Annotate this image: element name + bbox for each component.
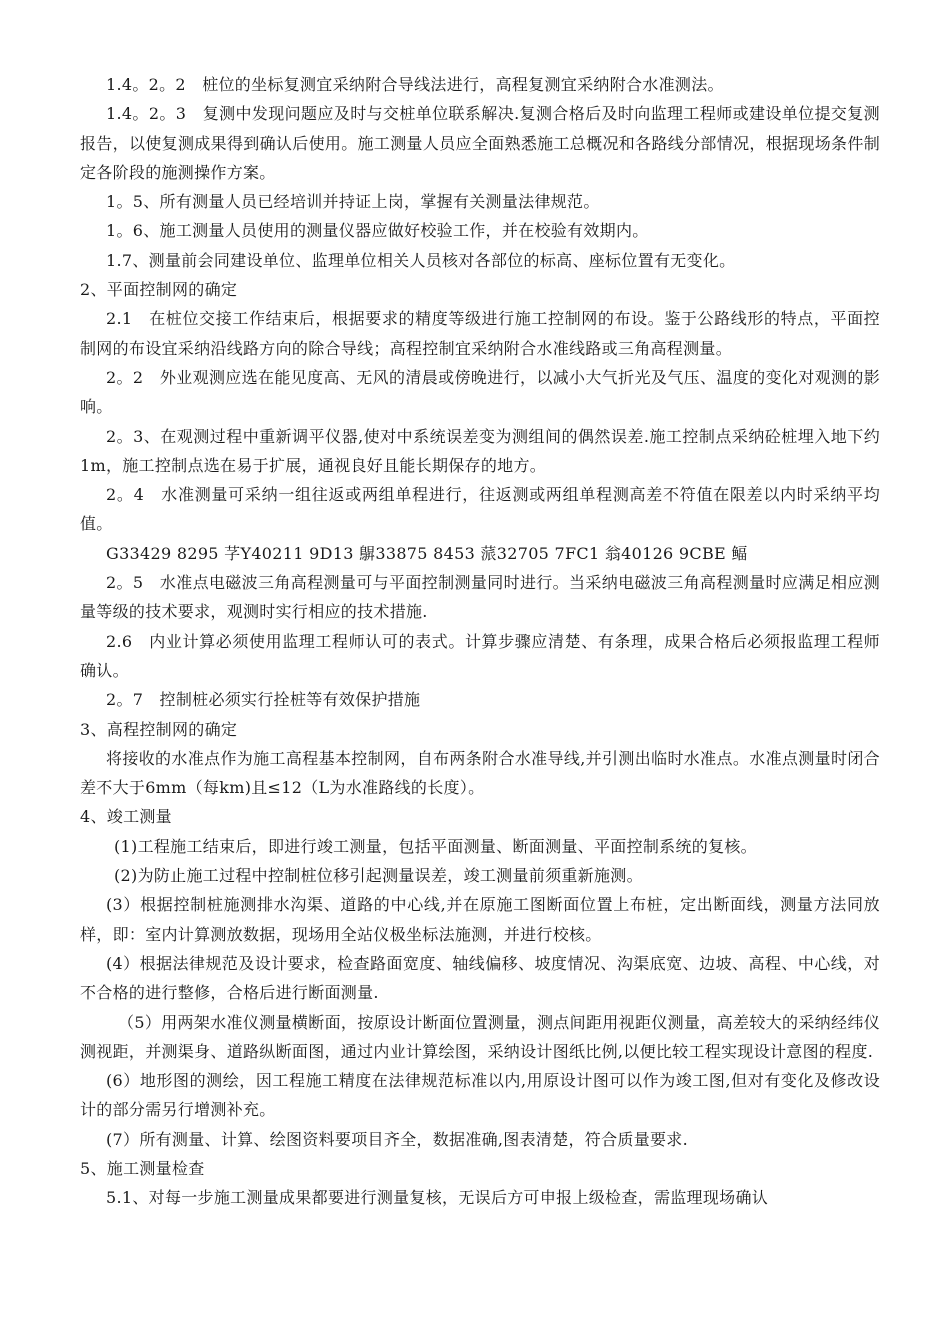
section-heading-5: 5、施工测量检查 [80,1158,205,1178]
section-heading-3: 3、高程控制网的确定 [80,719,238,739]
paragraph-2-7: 2。7 控制桩必须实行拴桩等有效保护措施 [106,690,421,710]
garbled-code-line: G33429 8295 芓Y40211 9D13 鵿33875 8453 蒎32705 7FC1 翁40126 9CBE 鲾 [106,543,748,563]
paragraph-4-item-4: (4）根据法律规范及设计要求，检查路面宽度、轴线偏移、坡度情况、沟渠底宽、边坡、高程、中心线，对不合格的进行整修，合格后进行断面测量. [80,953,880,1003]
paragraph-2-1: 2.1 在桩位交接工作结束后，根据要求的精度等级进行施工控制网的布设。鉴于公路线形的特点，平面控制网的布设宜采纳沿线路方向的除合导线；高程控制宜采纳附合水准线路或三角高程测量。 [80,309,880,358]
paragraph-2-3: 2。3、在观测过程中重新调平仪器,使对中系统误差变为测组间的偶然误差.施工控制点采纳砼桩埋入地下约1m，施工控制点选在易于扩展，通视良好且能长期保存的地方。 [80,426,880,475]
paragraph-4-item-5: （5）用两架水准仪测量横断面，按原设计断面位置测量，测点间距用视距仪测量，高差较大的采纳经纬仪测视距，并测渠身、道路纵断面图，通过内业计算绘图，采纳设计图纸比例,以便比较工程实现设计意图的程度. [80,1012,880,1061]
paragraph-3-body: 将接收的水准点作为施工高程基本控制网，自布两条附合水准导线,并引测出临时水准点。水准点测量时闭合差不大于6mm（每km)且≤12（L为水准路线的长度）。 [80,748,880,798]
section-heading-4: 4、竣工测量 [80,807,172,827]
paragraph-4-item-7: (7）所有测量、计算、绘图资料要项目齐全，数据准确,图表清楚，符合质量要求. [106,1129,688,1149]
paragraph-5-1: 5.1、对每一步施工测量成果都要进行测量复核，无误后方可申报上级检查，需监理现场确认 [106,1188,769,1208]
paragraph-1-4-2-3: 1.4。2。3 复测中发现问题应及时与交桩单位联系解决.复测合格后及时向监理工程师或建设单位提交复测报告，以使复测成果得到确认后使用。施工测量人员应全面熟悉施工总概况和各路线分部情况，根据现场条件制定各阶段的施测操作方案。 [80,104,880,182]
paragraph-4-item-3: (3）根据控制桩施测排水沟渠、道路的中心线,并在原施工图断面位置上布桩，定出断面线，测量方法同放样，即：室内计算测放数据，现场用全站仪极坐标法施测，并进行校核。 [80,895,880,944]
paragraph-1-6: 1。6、施工测量人员使用的测量仪器应做好校验工作，并在校验有效期内。 [106,221,649,241]
paragraph-1-7: 1.7、测量前会同建设单位、监理单位相关人员核对各部位的标高、座标位置有无变化。 [106,250,736,270]
paragraph-2-2: 2。2 外业观测应选在能见度高、无风的清晨或傍晚进行，以减小大气折光及气压、温度的变化对观测的影响。 [80,367,880,417]
document-body [80,70,880,1213]
section-heading-2: 2、平面控制网的确定 [80,280,238,300]
paragraph-4-item-6: (6）地形图的测绘，因工程施工精度在法律规范标准以内,用原设计图可以作为竣工图,但对有变化及修改设计的部分需另行增测补充。 [80,1071,880,1120]
paragraph-4-item-1: (1)工程施工结束后，即进行竣工测量，包括平面测量、断面测量、平面控制系统的复核。 [114,836,757,856]
paragraph-4-item-2: (2)为防止施工过程中控制桩位移引起测量误差，竣工测量前须重新施测。 [114,866,643,886]
paragraph-1-5: 1。5、所有测量人员已经培训并持证上岗，掌握有关测量法律规范。 [106,192,600,212]
paragraph-2-4: 2。4 水准测量可采纳一组往返或两组单程进行，往返测或两组单程测高差不符值在限差以内时采纳平均值。 [80,485,880,534]
paragraph-1-4-2-2: 1.4。2。2 桩位的坐标复测宜采纳附合导线法进行，高程复测宜采纳附合水准测法。 [106,75,724,94]
paragraph-2-6: 2.6 内业计算必须使用监理工程师认可的表式。计算步骤应清楚、有条理，成果合格后必须报监理工程师确认。 [80,631,880,680]
paragraph-2-5: 2。5 水准点电磁波三角高程测量可与平面控制测量同时进行。当采纳电磁波三角高程测量时应满足相应测量等级的技术要求，观测时实行相应的技术措施. [80,573,880,622]
